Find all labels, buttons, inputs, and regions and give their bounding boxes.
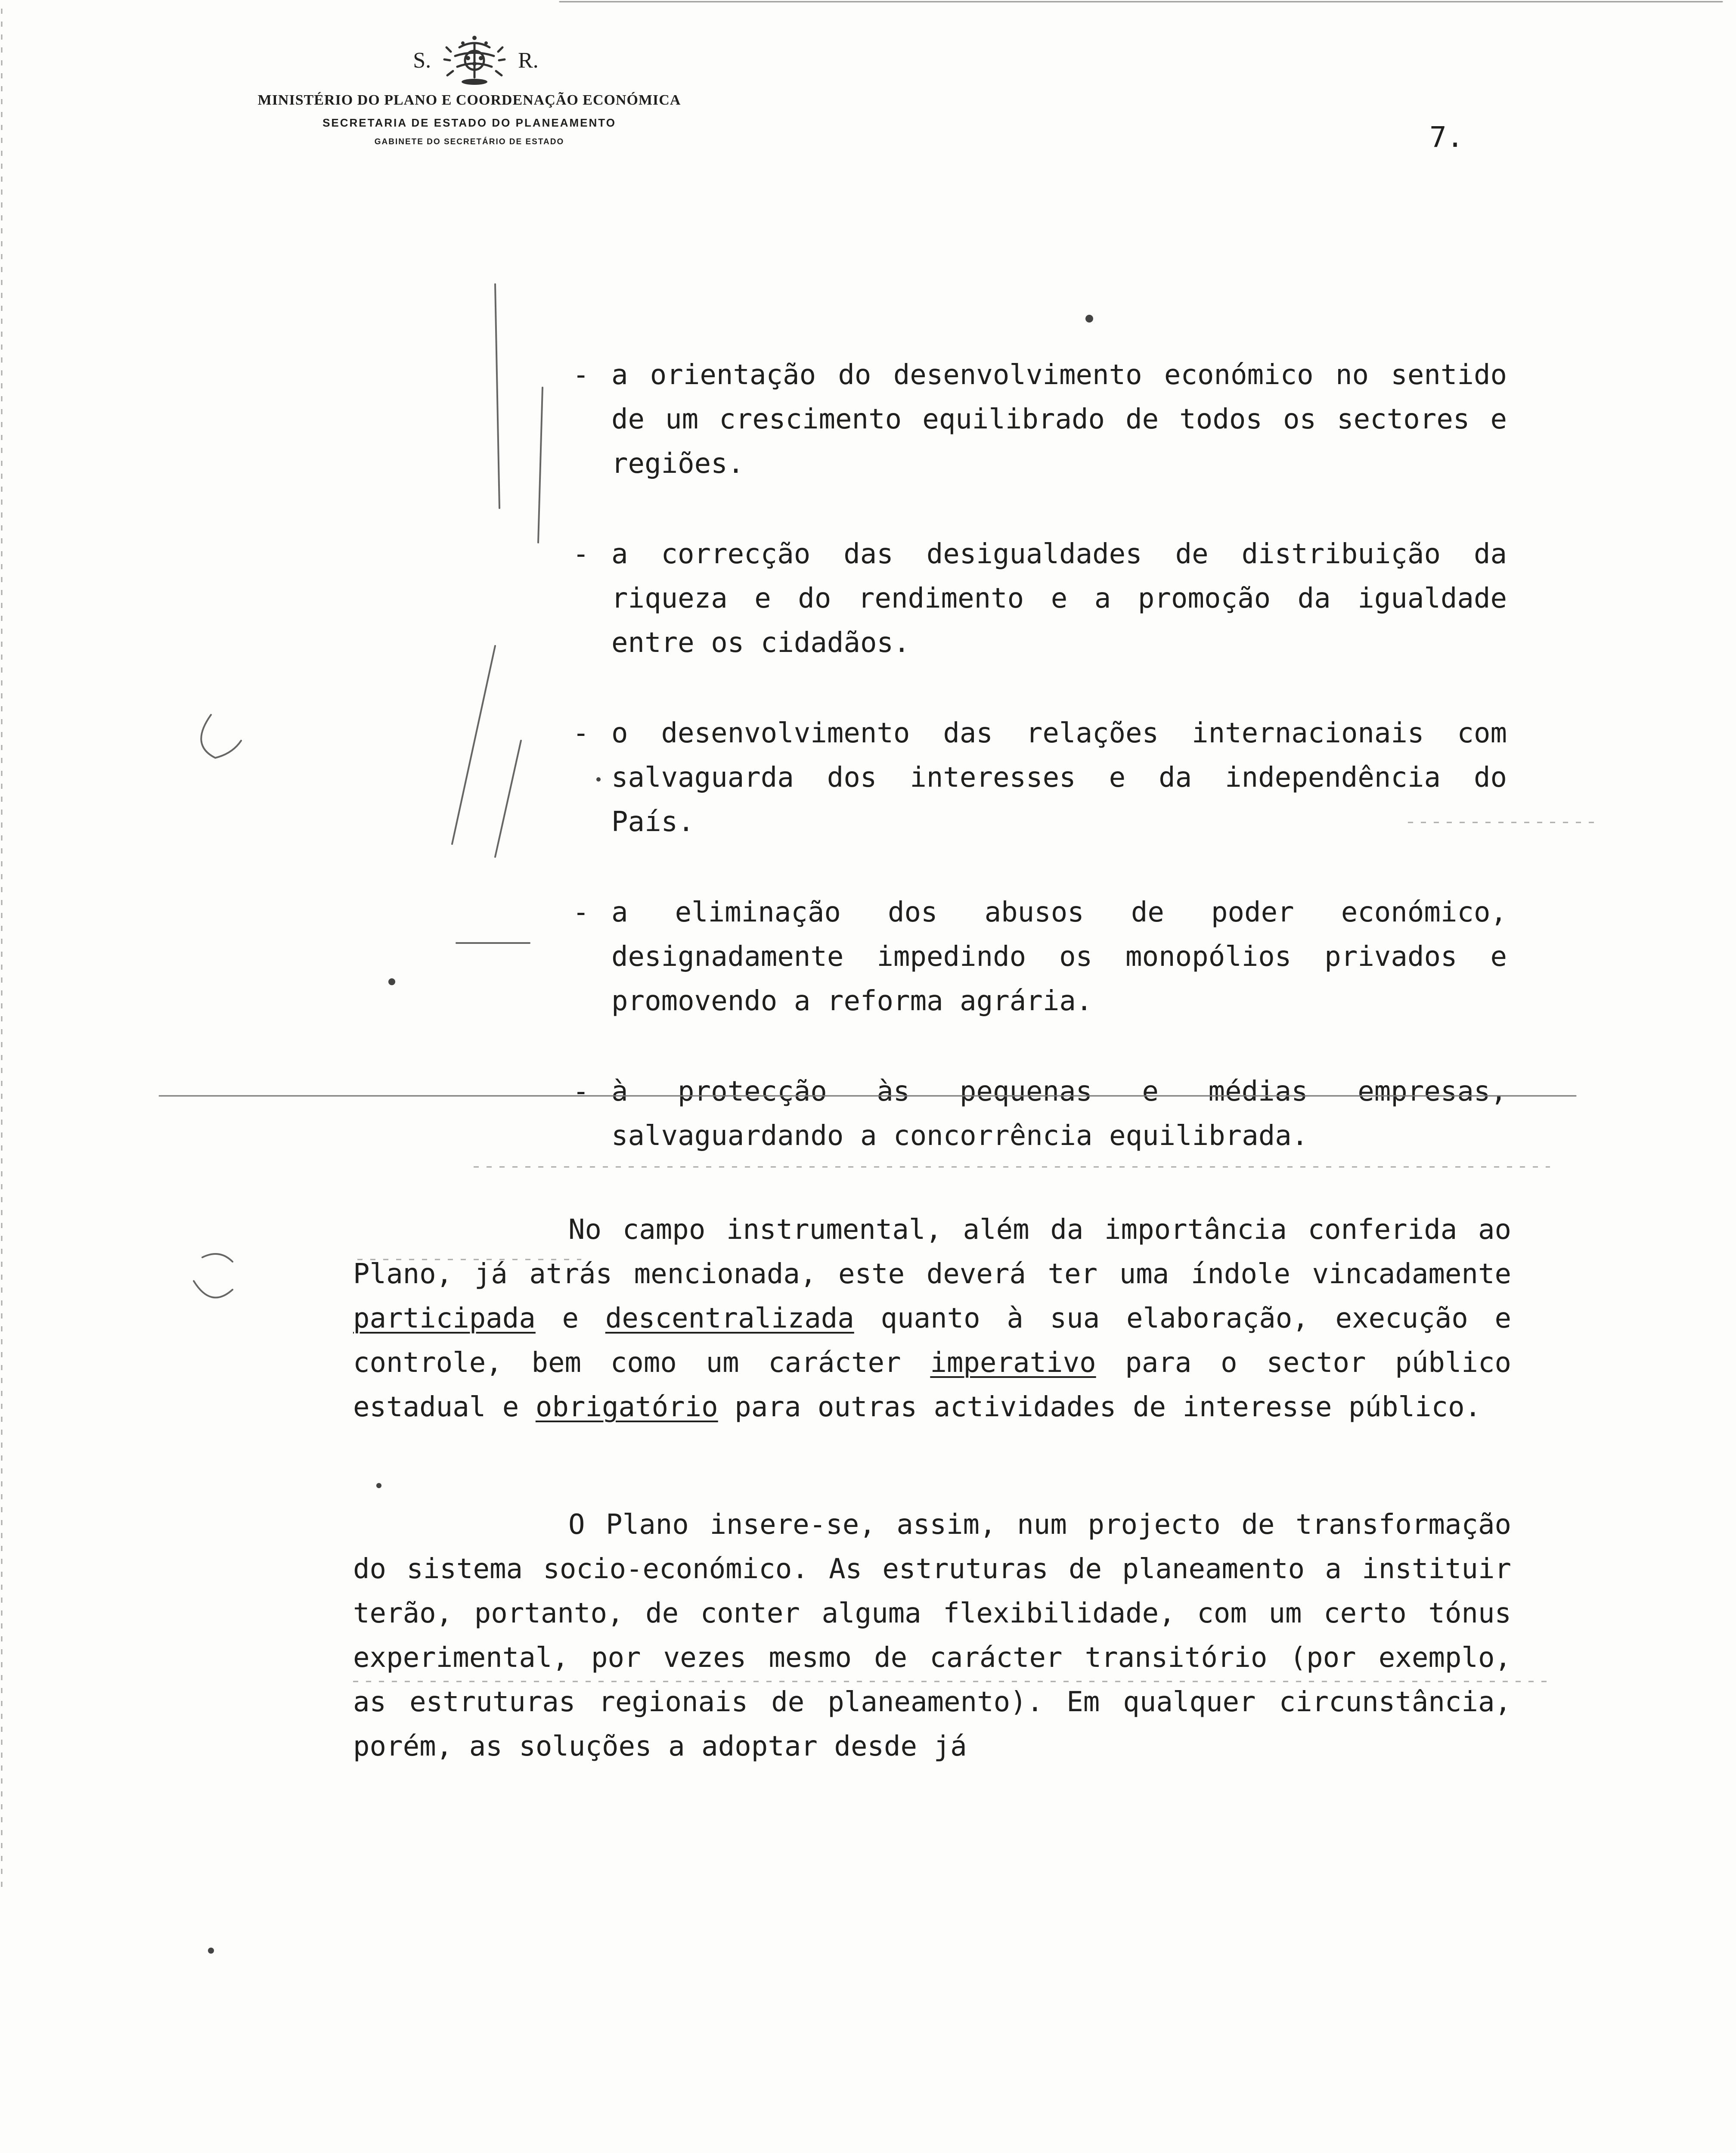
underlined-term: imperativo — [930, 1347, 1096, 1379]
list-item — [568, 1070, 1507, 1158]
paragraph-text: para outras actividades de interesse público. — [718, 1391, 1482, 1423]
page-number: 7. — [1429, 121, 1464, 154]
bullet-dash: - — [573, 359, 589, 391]
paragraph-instrumental — [353, 1208, 1511, 1430]
letterhead-office: GABINETE DO SECRETÁRIO DE ESTADO — [374, 137, 564, 146]
coat-of-arms-icon — [442, 34, 507, 86]
letterhead-ministry: MINISTÉRIO DO PLANO E COORDENAÇÃO ECONÓMICA — [257, 92, 681, 108]
paragraph-plan: O Plano insere-se, assim, num projecto de transformação do sistema socio-económico. As estruturas de planeamento a instituir terão, portanto, de conter alguma flexibilidade, com um certo tónus experimental, por vezes mesmo de carácter transitório (por exemplo, as estruturas regionais de planeamento). Em qualquer circunstância, porém, as soluções a adoptar desde já — [353, 1509, 1511, 1762]
paragraph-text: para o sector público estadual e — [353, 1347, 1512, 1423]
list-item — [568, 711, 1507, 844]
bullet-text: a eliminação dos abusos de poder económico, designadamente impedindo os monopólios privados e promovendo a reforma agrária. — [611, 897, 1507, 1017]
bullet-text: à protecção às pequenas e médias empresas, salvaguardando a concorrência equilibrada. — [611, 1076, 1507, 1152]
underlined-term: obrigatório — [535, 1391, 718, 1423]
letterhead-left-letter: S. — [413, 48, 431, 73]
bullet-dash: - — [573, 897, 589, 928]
bullet-dash: - — [573, 538, 589, 570]
bullet-dash: - — [573, 717, 589, 749]
bullet-text: a correcção das desigualdades de distribuição da riqueza e do rendimento e a promoção da igualdade entre os cidadãos. — [611, 538, 1507, 659]
bullet-text: o desenvolvimento das relações internacionais com salvaguarda dos interesses e da independência do País. — [611, 717, 1507, 838]
list-item — [568, 890, 1507, 1024]
paragraph-text: e — [535, 1303, 605, 1334]
bullet-text: a orientação do desenvolvimento económico no sentido de um crescimento equilibrado de todos os sectores e regiões. — [611, 359, 1507, 480]
letterhead — [189, 34, 749, 147]
paragraph-text: No campo instrumental, além da importância conferida ao Plano, já atrás mencionada, este deverá ter uma índole vincadamente — [353, 1214, 1511, 1290]
list-item — [568, 353, 1507, 486]
bullet-list — [568, 353, 1507, 1204]
list-item — [568, 532, 1507, 665]
letterhead-right-letter: R. — [518, 48, 539, 73]
bullet-dash: - — [573, 1076, 589, 1108]
underlined-term: descentralizada — [605, 1303, 854, 1334]
letterhead-secretariat: SECRETARIA DE ESTADO DO PLANEAMENTO — [322, 116, 616, 129]
underlined-term: participada — [353, 1303, 536, 1334]
paragraph-text: quanto à sua elaboração, execução e controle, bem como um carácter — [353, 1303, 1512, 1379]
letterhead-crest-line — [202, 34, 749, 86]
